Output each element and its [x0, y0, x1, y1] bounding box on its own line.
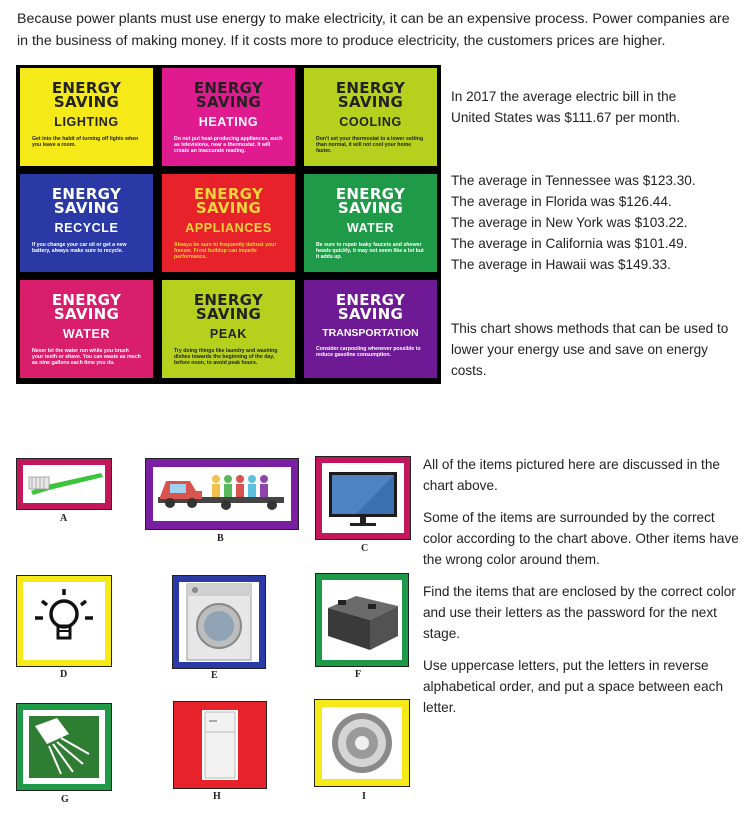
intro-paragraph: Because power plants must use energy to make electricity, it can be an expensive process. Power companies are in the business of making money. If it costs more to produce electricity, the customers prices are higher.: [17, 11, 730, 49]
item-d-frame: [16, 575, 112, 667]
tile-title-saving: SAVING: [195, 93, 262, 111]
item-a-frame: [16, 458, 112, 510]
chart-tile-appliances-4: [162, 174, 295, 272]
item-g-label: G: [61, 794, 69, 805]
item-h-frame: [173, 701, 267, 789]
tile-tip: Don't set your thermostat to a lower setting than normal, it will not cool your home faster.: [316, 136, 424, 154]
item-g-frame: [16, 703, 112, 791]
item-e-label: E: [211, 670, 218, 681]
item-f-frame: [315, 573, 409, 667]
item-b-frame: [145, 458, 299, 530]
tile-category: TRANSPORTATION: [322, 327, 419, 339]
tile-tip: Consider carpooling whenever possible to reduce gasoline consumption.: [316, 346, 421, 358]
tile-title-saving: SAVING: [195, 199, 262, 217]
chart-tile-cooling-2: [304, 68, 437, 166]
tile-title-saving: SAVING: [337, 199, 404, 217]
tile-title-saving: SAVING: [53, 93, 120, 111]
chart-tile-transportation-8: [304, 280, 437, 378]
energy-saving-chart: [16, 65, 441, 384]
tile-tip: Try doing things like laundry and washing dishes towards the beginning of the day, before noon, to avoid peak hours.: [174, 348, 278, 366]
chart-tile-recycle-3: [20, 174, 153, 272]
tile-tip: If you change your car oil or get a new battery, always make sure to recycle.: [32, 242, 127, 254]
shower-head-icon: [17, 704, 111, 790]
item-i-frame: [314, 699, 410, 787]
toothbrush-icon: [17, 459, 111, 509]
washing-machine-icon: [173, 576, 265, 668]
tile-category: WATER: [346, 221, 395, 235]
state-average-florida: The average in Florida was $126.44.: [451, 194, 672, 209]
tile-title-saving: SAVING: [337, 305, 404, 323]
thermostat-icon: [315, 700, 409, 786]
tile-title-saving: SAVING: [195, 305, 262, 323]
tile-category: APPLIANCES: [185, 221, 272, 235]
tile-title-energy: ENERGY: [51, 79, 122, 97]
television-icon: [316, 457, 410, 539]
instructions-password: Find the items that are enclosed by the correct color and use their letters as the password for the next stage.: [423, 584, 736, 641]
tile-title-saving: SAVING: [53, 199, 120, 217]
item-b-label: B: [217, 533, 224, 544]
item-e-frame: [172, 575, 266, 669]
chart-tile-water-5: [304, 174, 437, 272]
national-average-text: In 2017 the average electric bill in the United States was $111.67 per month.: [451, 89, 681, 125]
item-d-label: D: [60, 669, 68, 680]
tile-title-energy: ENERGY: [51, 185, 122, 203]
state-average-new-york: The average in New York was $103.22.: [451, 215, 688, 230]
tile-tip: Always be sure to frequently defrost your freezer. Frost buildup can impede performance.: [174, 242, 277, 260]
tile-title-energy: ENERGY: [193, 185, 264, 203]
tile-tip: Do not put heat-producing appliances, such as televisions, near a thermostat. It will create an inaccurate reading.: [174, 136, 283, 154]
tile-title-saving: SAVING: [337, 93, 404, 111]
instructions-discussed: All of the items pictured here are discussed in the chart above.: [423, 457, 720, 493]
instructions-format: Use uppercase letters, put the letters in reverse alphabetical order, and put a space between each letter.: [423, 658, 724, 715]
tile-title-energy: ENERGY: [335, 79, 406, 97]
item-i-label: I: [362, 791, 366, 802]
chart-tile-water-6: [20, 280, 153, 378]
state-average-hawaii: The average in Hawaii was $149.33.: [451, 257, 671, 272]
tile-title-energy: ENERGY: [335, 291, 406, 309]
tile-tip: Be sure to repair leaky faucets and shower heads quickly, it may not seem like a lot but it adds up.: [316, 242, 424, 260]
tile-category: COOLING: [339, 115, 402, 129]
item-f-label: F: [355, 669, 362, 680]
tile-title-energy: ENERGY: [51, 291, 122, 309]
chart-tile-heating-1: [162, 68, 295, 166]
item-c-frame: [315, 456, 411, 540]
state-average-california: The average in California was $101.49.: [451, 236, 688, 251]
refrigerator-icon: [174, 702, 266, 788]
instructions-colors: Some of the items are surrounded by the correct color according to the chart above. Other items have the wrong color around them.: [423, 510, 739, 567]
tile-title-energy: ENERGY: [193, 291, 264, 309]
item-a-label: A: [60, 513, 68, 524]
tile-category: RECYCLE: [54, 221, 119, 235]
tile-category: HEATING: [198, 115, 259, 129]
item-h-label: H: [213, 791, 221, 802]
chart-tile-lighting-0: [20, 68, 153, 166]
state-average-tennessee: The average in Tennessee was $123.30.: [451, 173, 696, 188]
tile-tip: Get into the habit of turning off lights when you leave a room.: [32, 136, 139, 148]
carpool-truck-icon: [146, 459, 298, 529]
state-averages: [451, 170, 741, 275]
tile-title-saving: SAVING: [53, 305, 120, 323]
tile-category: LIGHTING: [54, 115, 119, 129]
tile-category: PEAK: [209, 327, 248, 341]
tile-title-energy: ENERGY: [193, 79, 264, 97]
car-battery-icon: [316, 574, 408, 666]
tile-category: WATER: [62, 327, 111, 341]
tile-tip: Never let the water run while you brush your teeth or shave. You can waste as much as nine gallons each time you do.: [32, 348, 141, 366]
tile-title-energy: ENERGY: [335, 185, 406, 203]
chart-description: This chart shows methods that can be used to lower your energy use and save on energy costs.: [451, 321, 729, 378]
lightbulb-icon: [17, 576, 111, 666]
chart-tile-peak-7: [162, 280, 295, 378]
item-c-label: C: [361, 543, 369, 554]
